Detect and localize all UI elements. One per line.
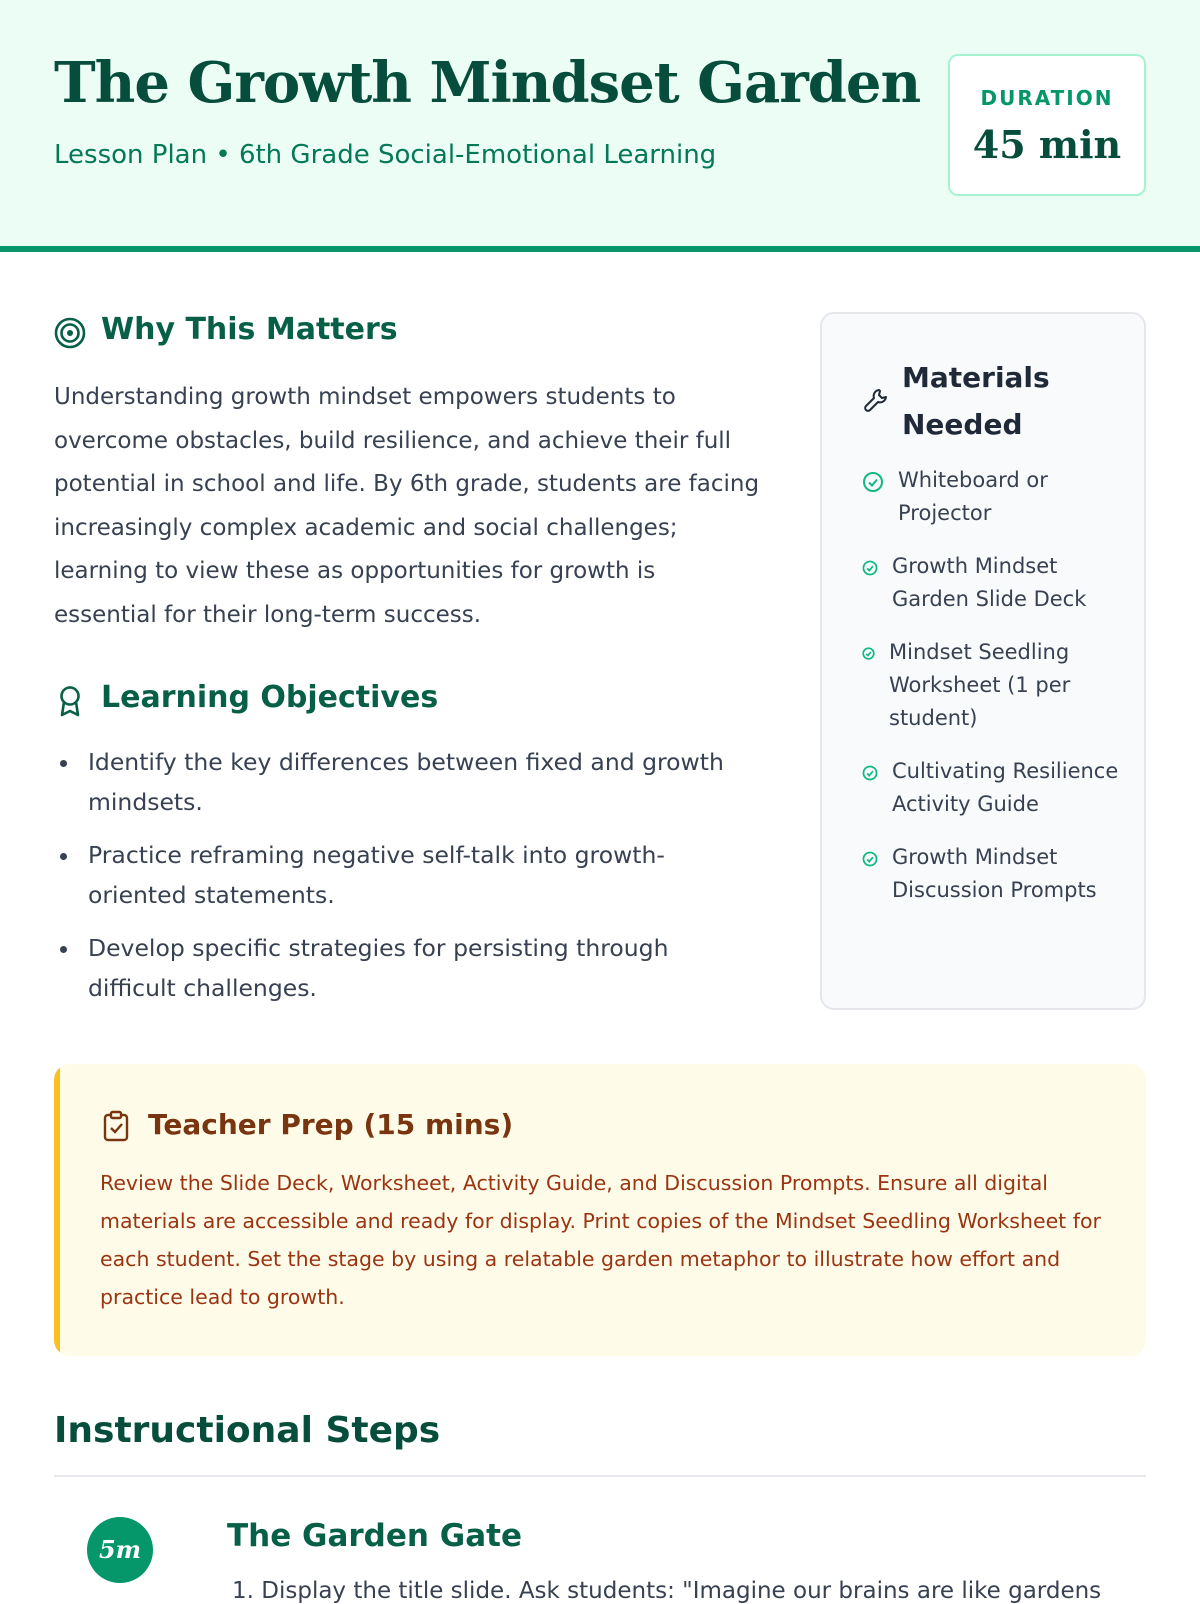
page-subtitle: Lesson Plan • 6th Grade Social-Emotional Learning <box>54 140 717 170</box>
prep-heading: Teacher Prep (15 mins) <box>148 1108 514 1141</box>
step-duration-badge: 5m <box>87 1517 153 1583</box>
material-label: Growth Mindset Discussion Prompts <box>892 845 1097 902</box>
lesson-header <box>0 0 1200 252</box>
check-circle-icon <box>862 647 875 660</box>
award-icon <box>53 684 87 718</box>
prep-text: Review the Slide Deck, Worksheet, Activity Guide, and Discussion Prompts. Ensure all digital materials are accessible and ready for display. Print copies of the Mindset Seedling Worksheet for each student. Set the stage by using a relatable garden metaphor to illustrate how effort and practice lead to growth. <box>100 1171 1101 1309</box>
wrench-icon <box>862 386 890 414</box>
teacher-prep-callout <box>54 1064 1146 1356</box>
list-item <box>862 755 1132 821</box>
check-circle-icon <box>862 851 878 867</box>
objectives-list <box>54 742 754 1021</box>
materials-card <box>820 312 1146 1010</box>
list-item: Develop specific strategies for persisting through difficult challenges. <box>54 928 754 1008</box>
list-item: Identify the key differences between fixed and growth mindsets. <box>54 742 754 822</box>
materials-heading: Materials Needed <box>902 361 1050 441</box>
list-item <box>862 550 1132 616</box>
list-item <box>862 841 1132 907</box>
page-title: The Growth Mindset Garden <box>54 50 921 116</box>
clipboard-check-icon <box>102 1110 130 1142</box>
material-label: Whiteboard or Projector <box>898 468 1048 525</box>
duration-card <box>948 54 1146 196</box>
target-icon <box>53 316 87 350</box>
material-label: Mindset Seedling Worksheet (1 per student) <box>889 640 1071 730</box>
material-label: Cultivating Resilience Activity Guide <box>892 759 1119 816</box>
step-title: The Garden Gate <box>227 1518 522 1554</box>
why-heading: Why This Matters <box>101 312 398 347</box>
callout-accent-bar <box>54 1064 60 1356</box>
divider <box>54 1475 1146 1477</box>
step-text: 1. Display the title slide. Ask students: "Imagine our brains are like gardens <box>232 1578 1102 1604</box>
materials-list <box>862 464 1132 927</box>
objectives-heading: Learning Objectives <box>101 680 439 715</box>
duration-value: 45 min <box>972 122 1122 167</box>
duration-label: DURATION <box>980 86 1114 110</box>
steps-heading: Instructional Steps <box>54 1410 441 1451</box>
check-circle-icon <box>862 471 884 493</box>
list-item: Practice reframing negative self-talk into growth-oriented statements. <box>54 835 754 915</box>
list-item <box>862 464 1132 530</box>
material-label: Growth Mindset Garden Slide Deck <box>892 554 1087 611</box>
check-circle-icon <box>862 765 878 781</box>
list-item <box>862 636 1132 735</box>
check-circle-icon <box>862 560 878 576</box>
why-paragraph: Understanding growth mindset empowers students to overcome obstacles, build resilience, and achieve their full potential in school and life. By 6th grade, students are facing increasingly complex academic and social challenges; learning to view these as opportunities for growth is essential for their long-term success. <box>54 384 760 628</box>
